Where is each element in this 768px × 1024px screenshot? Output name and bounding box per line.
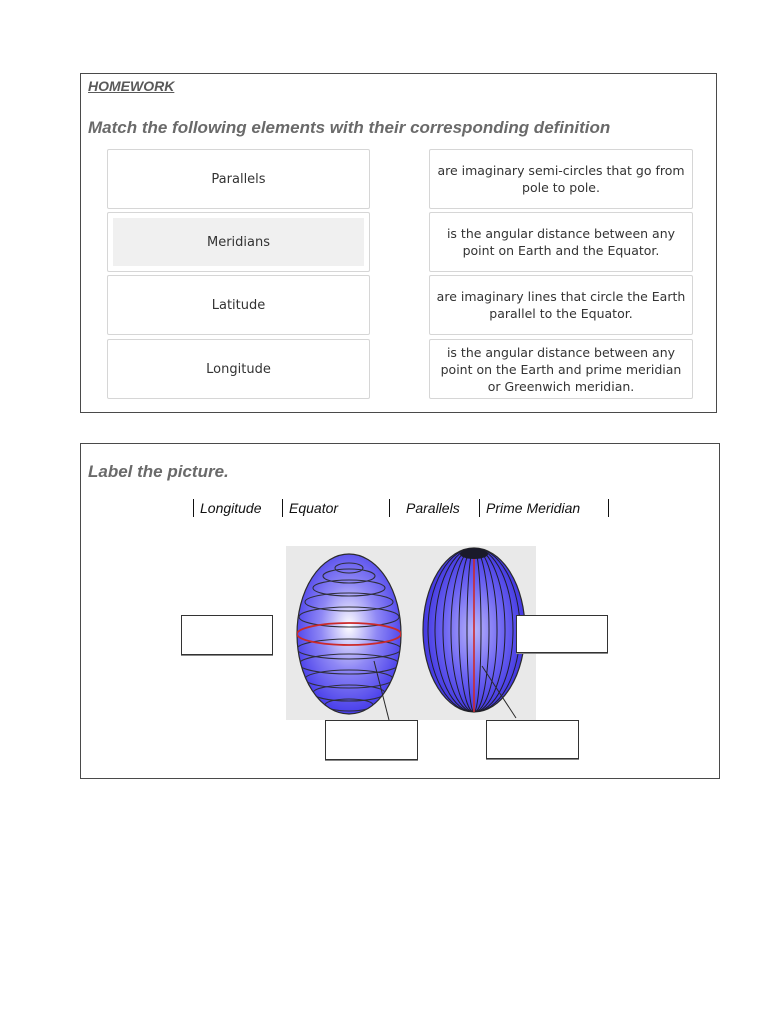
word-bank-item-equator: Equator	[282, 499, 389, 517]
term-card-longitude[interactable]	[107, 339, 370, 399]
term-label: Longitude	[206, 361, 271, 377]
label-instruction: Label the picture.	[88, 462, 229, 481]
globe-parallels-icon	[297, 554, 401, 714]
definition-text: is the angular distance between any point on Earth and the Equator.	[446, 226, 676, 258]
definition-text: are imaginary lines that circle the Earth parallel to the Equator.	[436, 289, 686, 321]
definition-card-4[interactable]	[429, 339, 693, 399]
answer-box-bottom-right[interactable]	[486, 720, 579, 759]
word-bank	[193, 499, 610, 517]
globes-picture	[286, 546, 536, 720]
definition-text: are imaginary semi-circles that go from pole to pole.	[437, 163, 685, 195]
word-bank-item-prime-meridian: Prime Meridian	[479, 499, 608, 517]
definition-card-1[interactable]	[429, 149, 693, 209]
term-card-parallels[interactable]	[107, 149, 370, 209]
term-label: Meridians	[206, 234, 270, 250]
homework-heading: HOMEWORK	[88, 78, 175, 94]
answer-box-right[interactable]	[516, 615, 608, 653]
word-bank-item-longitude: Longitude	[193, 499, 282, 517]
term-card-latitude[interactable]	[107, 275, 370, 335]
definition-card-3[interactable]	[429, 275, 693, 335]
term-label: Parallels	[211, 171, 266, 187]
answer-box-bottom-left[interactable]	[325, 720, 418, 760]
answer-box-left[interactable]	[181, 615, 273, 655]
globe-meridians-icon	[423, 548, 525, 712]
definition-text: is the angular distance between any point on the Earth and prime meridian or Greenwich meridian.	[440, 344, 682, 394]
word-bank-item-parallels: Parallels	[389, 499, 479, 517]
word-bank-end-border	[608, 499, 610, 517]
term-card-meridians[interactable]	[107, 212, 370, 272]
matching-instruction: Match the following elements with their corresponding definition	[88, 118, 611, 137]
term-card-highlight	[113, 218, 364, 266]
homework-panel	[80, 73, 717, 413]
definition-card-2[interactable]	[429, 212, 693, 272]
label-picture-panel	[80, 443, 720, 779]
term-label: Latitude	[211, 297, 266, 313]
globes-illustration	[286, 546, 536, 720]
